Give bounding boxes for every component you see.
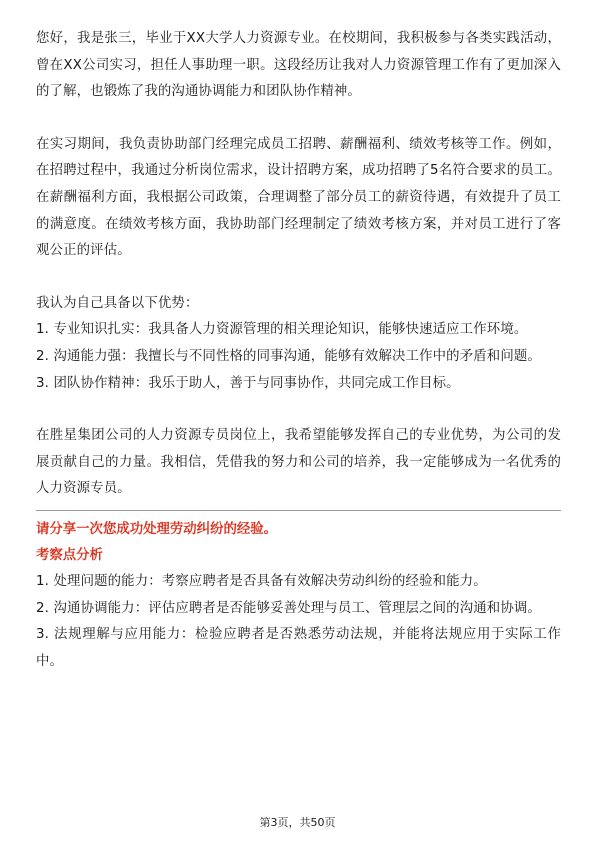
intro-paragraph-2: 在实习期间，我负责协助部门经理完成员工招聘、薪酬福利、绩效考核等工作。例如，在招聘过程中，我通过分析岗位需求，设计招聘方案，成功招聘了5名符合要求的员工。在薪酬福利方面，我根据公司政策，合理调整了部分员工的薪资待遇，有效提升了员工的满意度。在绩效考核方面，我协助部门经理制定了绩效考核方案，并对员工进行了客观公正的评估。: [36, 136, 561, 259]
analysis-point: 3. 法规理解与应用能力：检验应聘者是否熟悉劳动法规，并能将法规应用于实际工作中。: [36, 627, 561, 669]
paragraph-gap: [36, 397, 561, 423]
analysis-heading: 考察点分析: [36, 547, 103, 563]
strength-item: 1. 专业知识扎实：我具备人力资源管理的相关理论知识，能够快速适应工作环境。: [36, 322, 528, 338]
paragraph-gap: [36, 106, 561, 132]
strengths-lead: 我认为自己具备以下优势：: [36, 295, 199, 311]
strength-item: 2. 沟通能力强：我擅长与不同性格的同事沟通，能够有效解决工作中的矛盾和问题。: [36, 348, 541, 364]
closing-paragraph: 在胜星集团公司的人力资源专员岗位上，我希望能够发挥自己的专业优势，为公司的发展贡献自己的力量。我相信，凭借我的努力和公司的培养，我一定能够成为一名优秀的人力资源专员。: [36, 428, 561, 497]
analysis-point: 1. 处理问题的能力：考察应聘者是否具备有效解决劳动纠纷的经验和能力。: [36, 573, 487, 589]
paragraph-gap: [36, 265, 561, 291]
section-divider: [36, 510, 561, 511]
strength-item: 3. 团队协作精神：我乐于助人，善于与同事协作，共同完成工作目标。: [36, 375, 460, 391]
document-page: [36, 26, 561, 675]
page-number: 第3页，共50页: [259, 816, 336, 829]
intro-paragraph-1: 您好，我是张三，毕业于XX大学人力资源专业。在校期间，我积极参与各类实践活动，曾在XX公司实习，担任人事助理一职。这段经历让我对人力资源管理工作有了更加深入的了解，也锻炼了我的沟通协调能力和团队协作精神。: [36, 31, 561, 100]
analysis-point: 2. 沟通协调能力：评估应聘者是否能够妥善处理与员工、管理层之间的沟通和协调。: [36, 600, 541, 616]
question-title: 请分享一次您成功处理劳动纠纷的经验。: [36, 521, 278, 537]
